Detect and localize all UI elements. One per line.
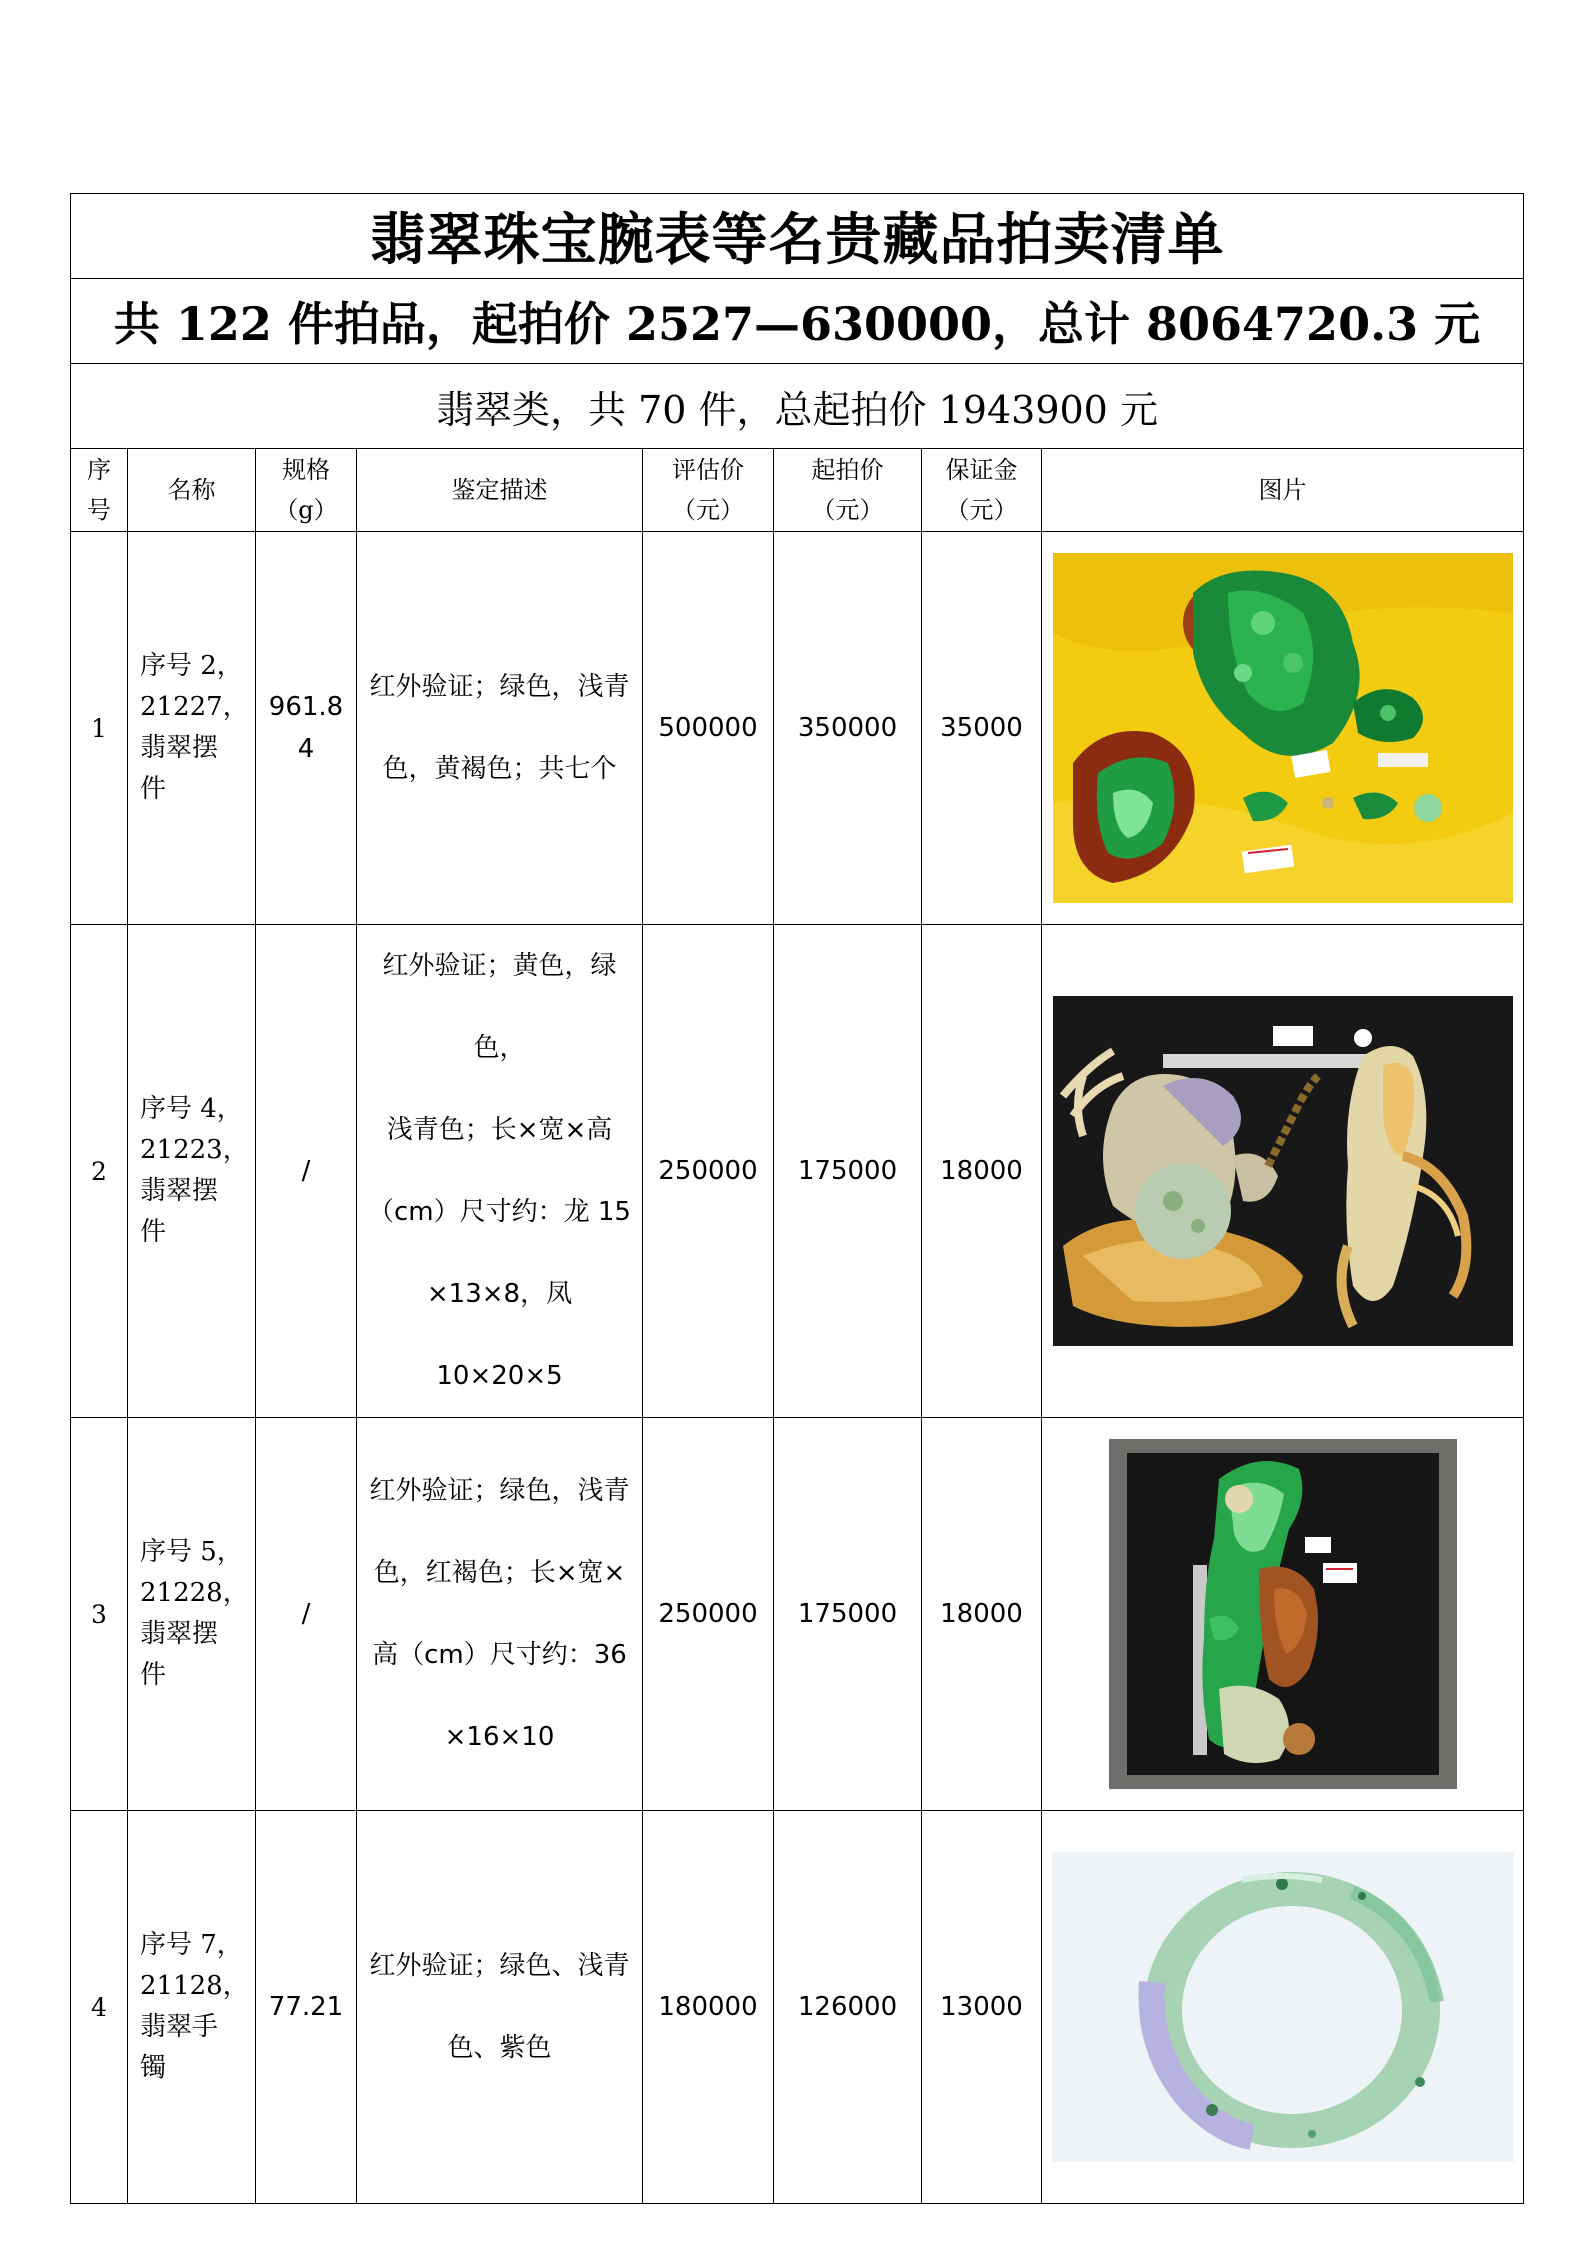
table-row	[71, 532, 1524, 925]
item-estimate: 250000	[643, 925, 774, 1418]
table-row	[71, 1811, 1524, 2204]
header-deposit-line-1: 保证金	[945, 456, 1018, 484]
category-summary: 翡翠类，共 70 件，总起拍价 1943900 元	[71, 364, 1524, 449]
auction-table	[70, 193, 1524, 2204]
item-spec	[256, 1418, 357, 1811]
item-description-line: 红外验证；绿色，浅青	[369, 672, 630, 702]
header-name: 名称	[128, 449, 256, 532]
item-deposit: 18000	[922, 925, 1042, 1418]
item-name-line: 件	[140, 1660, 167, 1690]
item-name	[128, 1811, 256, 2204]
item-photo	[1053, 996, 1513, 1346]
item-photo	[1052, 1852, 1514, 2162]
header-no-line-1: 序	[87, 456, 111, 484]
item-spec	[256, 532, 357, 925]
item-number: 3	[71, 1418, 128, 1811]
item-description-line: 色，红褐色；长×宽×	[373, 1558, 626, 1588]
item-description-line: 色，黄褐色；共七个	[382, 754, 617, 784]
item-start-price: 175000	[774, 925, 922, 1418]
item-start-price: 175000	[774, 1418, 922, 1811]
table-row	[71, 925, 1524, 1418]
item-name	[128, 925, 256, 1418]
item-spec	[256, 925, 357, 1418]
header-no	[71, 449, 128, 532]
header-deposit-line-2: （元）	[945, 496, 1018, 524]
item-description	[357, 1811, 643, 2204]
item-description	[357, 532, 643, 925]
item-estimate: 180000	[643, 1811, 774, 2204]
item-spec-line: /	[301, 1599, 311, 1629]
item-name-line: 21128，	[140, 1971, 249, 2001]
header-spec-line-2: （g）	[274, 496, 338, 524]
header-description: 鉴定描述	[357, 449, 643, 532]
item-estimate: 250000	[643, 1418, 774, 1811]
document-title: 翡翠珠宝腕表等名贵藏品拍卖清单	[71, 194, 1524, 279]
item-description-line: 红外验证；绿色，浅青	[369, 1476, 630, 1506]
item-name-line: 21223，	[140, 1135, 249, 1165]
header-deposit	[922, 449, 1042, 532]
item-number: 4	[71, 1811, 128, 2204]
item-start-price: 350000	[774, 532, 922, 925]
header-spec	[256, 449, 357, 532]
item-name-line: 序号 4，	[140, 1094, 243, 1124]
item-name	[128, 1418, 256, 1811]
item-name-line: 序号 7，	[140, 1930, 243, 1960]
item-number: 1	[71, 532, 128, 925]
item-name-line: 21228，	[140, 1578, 249, 1608]
item-number: 2	[71, 925, 128, 1418]
header-estimate-line-1: 评估价	[672, 456, 744, 484]
auction-summary: 共 122 件拍品，起拍价 2527—630000，总计 8064720.3 元	[71, 279, 1524, 364]
item-picture-cell	[1042, 925, 1524, 1418]
item-start-price: 126000	[774, 1811, 922, 2204]
header-row	[71, 449, 1524, 532]
item-description-line: 红外验证；黄色，绿色，	[382, 951, 617, 1063]
header-estimate	[643, 449, 774, 532]
item-name-line: 翡翠摆	[140, 733, 219, 763]
item-description-line: 浅青色；长×宽×高	[386, 1115, 613, 1145]
item-deposit: 18000	[922, 1418, 1042, 1811]
auction-list-sheet	[70, 193, 1523, 2204]
header-picture: 图片	[1042, 449, 1524, 532]
item-spec-line: 77.21	[268, 1992, 344, 2022]
header-start-line-1: 起拍价	[811, 456, 884, 484]
item-description-line: ×13×8，凤 10×20×5	[426, 1279, 573, 1391]
item-spec-line: 4	[297, 734, 315, 764]
item-photo	[1109, 1439, 1457, 1789]
item-picture-cell	[1042, 532, 1524, 925]
header-estimate-line-2: （元）	[672, 496, 744, 524]
item-description	[357, 1418, 643, 1811]
item-spec-line: /	[301, 1156, 311, 1186]
item-spec	[256, 1811, 357, 2204]
table-row	[71, 1418, 1524, 1811]
item-picture-cell	[1042, 1811, 1524, 2204]
item-deposit: 13000	[922, 1811, 1042, 2204]
item-deposit: 35000	[922, 532, 1042, 925]
item-name-line: 序号 5，	[140, 1537, 243, 1567]
item-picture-cell	[1042, 1418, 1524, 1811]
item-description	[357, 925, 643, 1418]
item-name-line: 序号 2，	[140, 651, 243, 681]
item-photo	[1053, 553, 1513, 903]
item-description-line: 红外验证；绿色、浅青	[369, 1951, 630, 1981]
item-name-line: 翡翠手	[140, 2012, 219, 2042]
item-description-line: 高（cm）尺寸约：36	[372, 1640, 627, 1670]
item-estimate: 500000	[643, 532, 774, 925]
item-description-line: （cm）尺寸约：龙 15	[368, 1197, 631, 1227]
item-description-line: ×16×10	[444, 1722, 555, 1752]
header-spec-line-1: 规格	[282, 456, 330, 484]
header-no-line-2: 号	[87, 496, 111, 524]
header-start-price	[774, 449, 922, 532]
item-name-line: 件	[140, 1217, 167, 1247]
item-spec-line: 961.8	[268, 692, 344, 722]
item-name-line: 翡翠摆	[140, 1176, 219, 1206]
item-description-line: 色、紫色	[447, 2033, 552, 2063]
item-name-line: 镯	[140, 2053, 167, 2083]
item-name	[128, 532, 256, 925]
item-name-line: 件	[140, 774, 167, 804]
header-start-line-2: （元）	[811, 496, 884, 524]
item-name-line: 翡翠摆	[140, 1619, 219, 1649]
item-name-line: 21227，	[140, 692, 249, 722]
